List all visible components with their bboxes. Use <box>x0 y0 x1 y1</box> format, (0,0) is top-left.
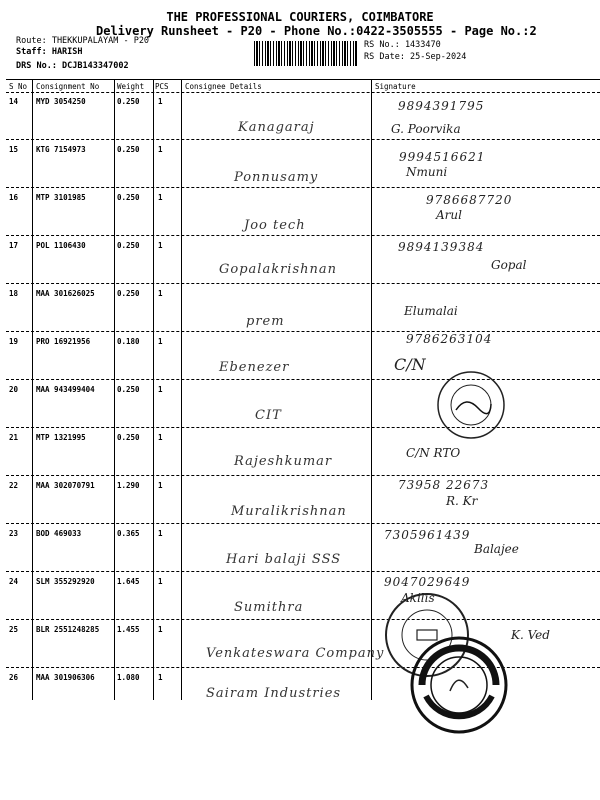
consignee-name: Sairam Industries <box>206 686 342 701</box>
cell-weight: 0.250 <box>117 241 140 250</box>
cell-consignment: MTP 3101985 <box>36 193 86 202</box>
table-row <box>6 620 600 668</box>
cell-consignment: MAA 301626025 <box>36 289 95 298</box>
receiver-signature: Akilis <box>401 591 435 605</box>
receiver-signature: R. Kr <box>446 494 478 508</box>
cell-sno: 14 <box>9 97 19 106</box>
cell-pcs: 1 <box>158 529 163 538</box>
col-header-consignee: Consignee Details <box>185 82 262 91</box>
receiver-phone: 73958 22673 <box>398 478 490 492</box>
consignee-name: Kanagaraj <box>238 120 315 135</box>
cell-sno: 23 <box>9 529 19 538</box>
table-row <box>6 284 600 332</box>
table-row <box>6 476 600 524</box>
cell-pcs: 1 <box>158 625 163 634</box>
table-row <box>6 332 600 380</box>
cell-pcs: 1 <box>158 241 163 250</box>
consignee-name: Venkateswara Company <box>206 646 385 661</box>
cell-weight: 0.250 <box>117 433 140 442</box>
drs-label: DRS No.: DCJB143347002 <box>16 61 129 71</box>
route-label: Route: THEKKUPALAYAM - P20 <box>16 36 150 46</box>
runsheet-title: Delivery Runsheet - P20 - Phone No.:0422-3505555 - Page No.:2 <box>96 24 537 38</box>
institute-seal <box>436 370 506 440</box>
cell-sno: 24 <box>9 577 19 586</box>
cell-weight: 1.290 <box>117 481 140 490</box>
cell-pcs: 1 <box>158 97 163 106</box>
cell-consignment: MAA 943499404 <box>36 385 95 394</box>
cell-weight: 0.250 <box>117 289 140 298</box>
consignee-name: Rajeshkumar <box>234 454 333 469</box>
consignee-name: Muralikrishnan <box>231 504 347 519</box>
consignee-name: Ponnusamy <box>234 170 319 185</box>
table-row <box>6 428 600 476</box>
cell-consignment: BOD 469033 <box>36 529 82 538</box>
receiver-signature: Elumalai <box>404 304 458 318</box>
cell-sno: 19 <box>9 337 19 346</box>
cell-weight: 0.365 <box>117 529 140 538</box>
cell-consignment: MAA 302070791 <box>36 481 95 490</box>
receiver-phone: 9786263104 <box>406 332 493 346</box>
receiver-phone: 7305961439 <box>384 528 471 542</box>
cell-weight: 0.250 <box>117 97 140 106</box>
cell-sno: 25 <box>9 625 19 634</box>
cell-consignment: MAA 301906306 <box>36 673 95 682</box>
rs-no-label: RS No.: 1433470 <box>364 40 441 50</box>
table-row <box>6 140 600 188</box>
cell-consignment: POL 1106430 <box>36 241 86 250</box>
cell-sno: 17 <box>9 241 19 250</box>
company-title: THE PROFESSIONAL COURIERS, COIMBATORE <box>166 10 434 24</box>
table-row <box>6 236 600 284</box>
cell-sno: 20 <box>9 385 19 394</box>
barcode <box>254 41 358 66</box>
table-row <box>6 380 600 428</box>
col-header-consignment: Consignment No <box>36 82 100 91</box>
cell-sno: 21 <box>9 433 19 442</box>
consignee-name: Gopalakrishnan <box>219 262 337 277</box>
cell-sno: 16 <box>9 193 19 202</box>
receiver-signature: C/N RTO <box>406 446 461 460</box>
table-top-rule <box>6 79 600 80</box>
runsheet-table <box>6 79 600 700</box>
receiver-signature: C/N <box>394 355 426 374</box>
cell-weight: 1.080 <box>117 673 140 682</box>
receiver-phone: 9894139384 <box>398 240 485 254</box>
cell-weight: 0.180 <box>117 337 140 346</box>
cell-sno: 22 <box>9 481 19 490</box>
table-row <box>6 524 600 572</box>
cell-pcs: 1 <box>158 337 163 346</box>
cell-consignment: MYD 3054250 <box>36 97 86 106</box>
consignee-name: prem <box>246 314 285 329</box>
cell-pcs: 1 <box>158 481 163 490</box>
receiver-signature: Gopal <box>491 258 527 272</box>
col-header-weight: Weight <box>117 82 145 91</box>
table-row <box>6 668 600 700</box>
cell-pcs: 1 <box>158 193 163 202</box>
cell-consignment: KTG 7154973 <box>36 145 86 154</box>
staff-label: Staff: HARISH <box>16 47 83 57</box>
cell-consignment: SLM 355292920 <box>36 577 95 586</box>
cell-weight: 0.250 <box>117 385 140 394</box>
cell-consignment: PRO 16921956 <box>36 337 91 346</box>
table-row <box>6 188 600 236</box>
cell-pcs: 1 <box>158 673 163 682</box>
consignee-name: Joo tech <box>244 218 306 233</box>
receiver-signature: Nmuni <box>406 165 448 179</box>
cell-weight: 0.250 <box>117 145 140 154</box>
cell-weight: 1.645 <box>117 577 140 586</box>
receiver-signature: K. Ved <box>511 628 550 642</box>
cell-consignment: BLR 2551248285 <box>36 625 100 634</box>
cell-pcs: 1 <box>158 289 163 298</box>
receiver-phone: 9786687720 <box>426 193 513 207</box>
col-header-signature: Signature <box>375 82 416 91</box>
consignee-name: Ebenezer <box>219 360 290 375</box>
cell-pcs: 1 <box>158 577 163 586</box>
consignee-name: Hari balaji SSS <box>226 552 342 567</box>
receiver-phone: 9047029649 <box>384 575 471 589</box>
cell-weight: 1.455 <box>117 625 140 634</box>
col-header-sno: S No <box>9 82 28 91</box>
receiver-signature: Arul <box>436 208 462 222</box>
cell-weight: 0.250 <box>117 193 140 202</box>
cell-sno: 18 <box>9 289 19 298</box>
receiver-signature: G. Poorvika <box>391 122 461 136</box>
cell-pcs: 1 <box>158 145 163 154</box>
cell-sno: 26 <box>9 673 19 682</box>
table-row <box>6 572 600 620</box>
sriram-industries-seal <box>410 636 508 734</box>
cell-pcs: 1 <box>158 385 163 394</box>
consignee-name: CIT <box>255 408 282 423</box>
cell-consignment: MTP 1321995 <box>36 433 86 442</box>
receiver-signature: Balajee <box>474 542 519 556</box>
cell-pcs: 1 <box>158 433 163 442</box>
table-row <box>6 92 600 140</box>
consignee-name: Sumithra <box>234 600 304 615</box>
cell-sno: 15 <box>9 145 19 154</box>
receiver-phone: 9994516621 <box>399 150 486 164</box>
rs-date-label: RS Date: 25-Sep-2024 <box>364 52 467 62</box>
receiver-phone: 9894391795 <box>398 99 485 113</box>
col-header-pcs: PCS <box>155 82 169 91</box>
